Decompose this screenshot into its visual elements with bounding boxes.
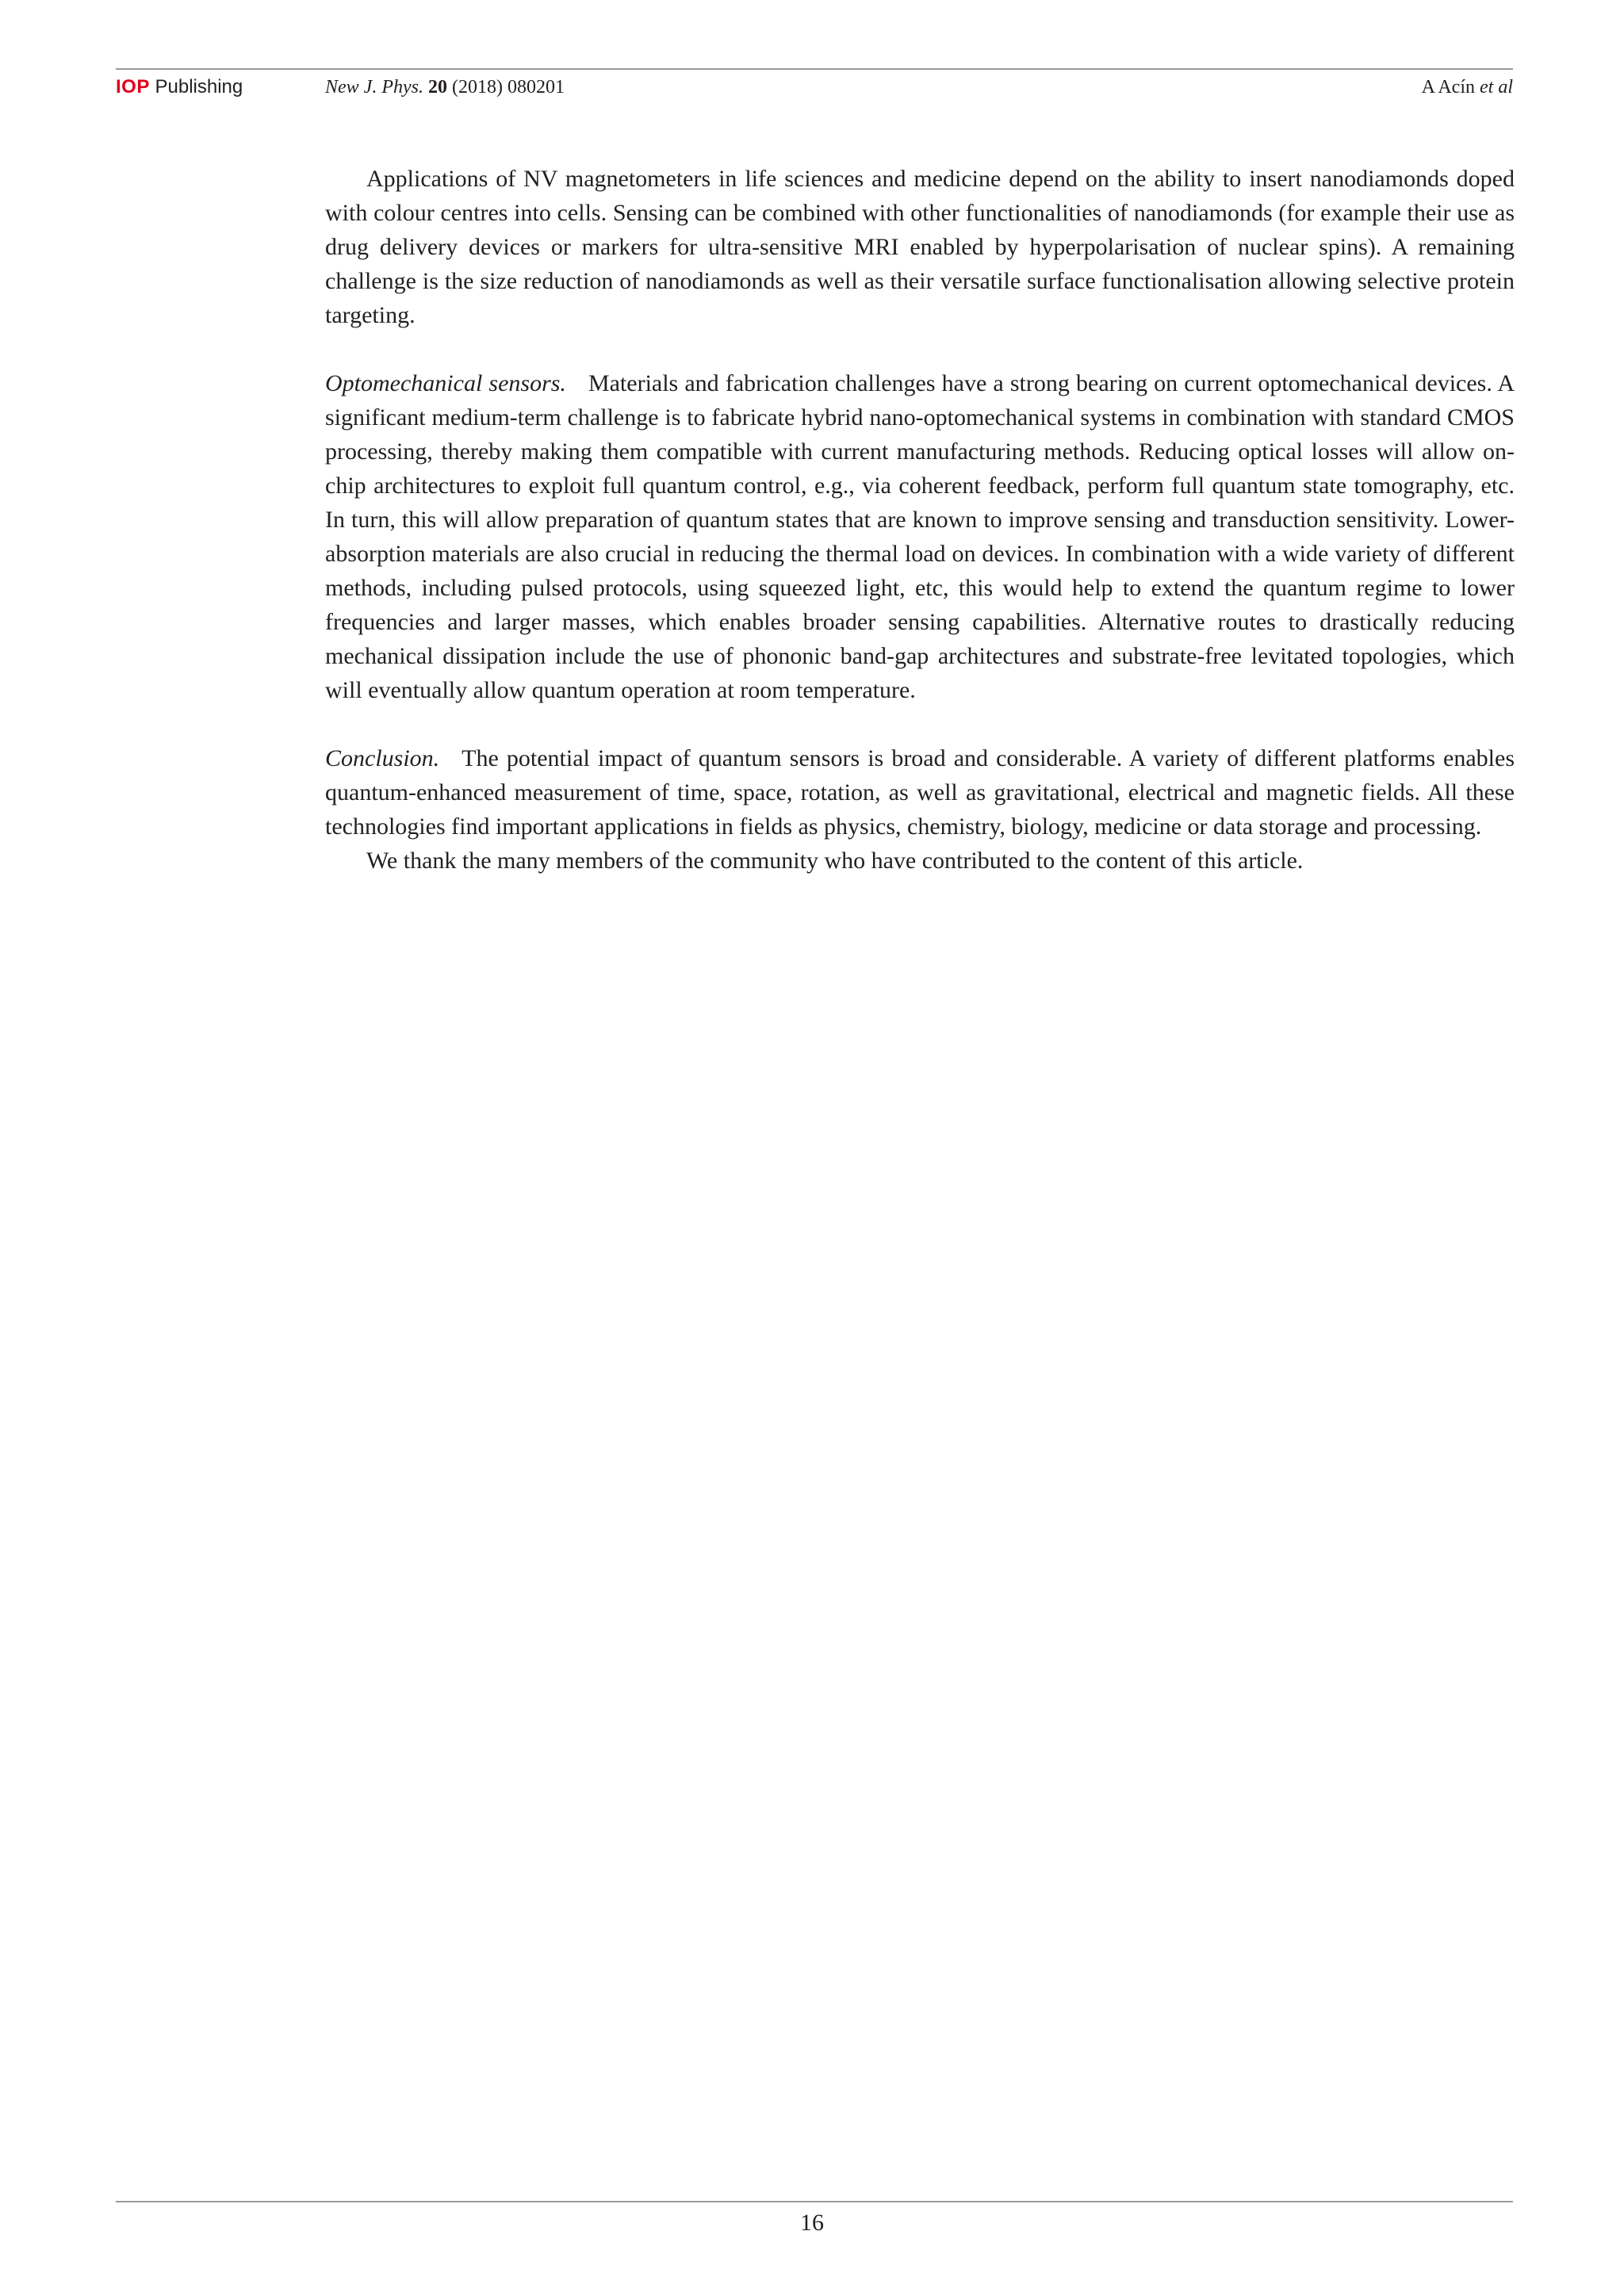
header-rule (116, 68, 1513, 70)
optomechanical-text: Materials and fabrication challenges have a strong bearing on current optomechanical devices. A significant medium-term challenge is to fabricate hybrid nano-optomechanical systems in combination with standard CMOS processing, thereby making them compatible with current manufacturing methods. Reducing optical losses will allow on-chip architectures to exploit full quantum control, e.g., via coherent feedback, perform full quantum state tomography, etc. In turn, this will allow preparation of quantum states that are known to improve sensing and transduction sensitivity. Lower-absorption materials are also crucial in reducing the thermal load on devices. In combination with a wide variety of different methods, including pulsed protocols, using squeezed light, etc, this would help to extend the quantum regime to lower frequencies and larger masses, which enables broader sensing capabilities. Alternative routes to drastically reducing mechanical dissipation include the use of phononic band-gap architectures and substrate-free levitated topologies, which will eventually allow quantum operation at room temperature. (325, 370, 1515, 703)
page-number: 16 (800, 2210, 824, 2236)
paragraph-nv-applications: Applications of NV magnetometers in life sciences and medicine depend on the ability to insert nanodiamonds doped with colour centres into cells. Sensing can be combined with other functionalities of nanodiamonds (for example their use as drug delivery devices or markers for ultra-sensitive MRI enabled by hyperpolarisation of nuclear spins). A remaining challenge is the size reduction of nanodiamonds as well as their versatile surface functionalisation allowing selective protein targeting. (325, 166, 1515, 328)
journal-volume: 20 (427, 77, 447, 98)
author-line (1422, 73, 1513, 101)
section-heading-conclusion: Conclusion. (325, 745, 440, 771)
section-heading-optomechanical: Optomechanical sensors. (325, 370, 566, 396)
journal-name: New J. Phys. (325, 77, 423, 98)
et-al: et al (1480, 77, 1513, 98)
publisher-logo (116, 73, 243, 101)
year-article-number: (2018) 080201 (446, 77, 565, 98)
conclusion-text: The potential impact of quantum sensors is broad and considerable. A variety of different platforms enables quantum-enhanced measurement of time, space, rotation, as well as gravitational, electrical and magnetic fields. All these technologies find important applications in fields as physics, chemistry, biology, medicine or data storage and processing. (325, 745, 1515, 840)
journal-citation (325, 73, 565, 101)
publisher-brand: IOP (116, 76, 150, 98)
paragraph-optomechanical-sensors (325, 366, 1515, 707)
author-name: A Acín (1421, 77, 1480, 98)
running-header (116, 73, 1513, 101)
paragraph-acknowledgement: We thank the many members of the community who have contributed to the content of this article. (366, 848, 1304, 874)
paragraph-conclusion (325, 741, 1515, 844)
publisher-name: Publishing (149, 76, 243, 98)
footer-rule (116, 2201, 1513, 2202)
article-body (325, 162, 1515, 878)
